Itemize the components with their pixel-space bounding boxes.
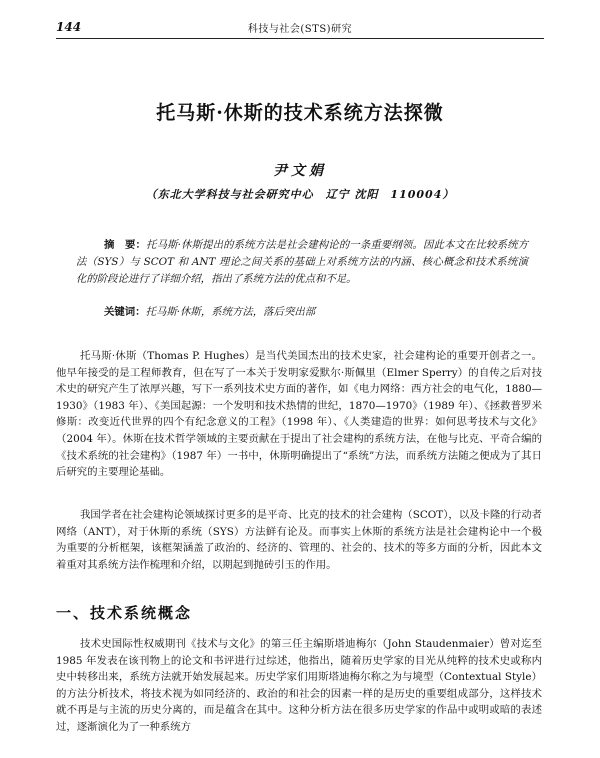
journal-title: 科技与社会(STS)研究 bbox=[247, 24, 353, 35]
body-paragraph-3: 技术史国际性权威期刊《技术与文化》的第三任主编斯塔迪梅尔（John Staudenmaier）曾对迄至 1985 年发表在该刊物上的论文和书评进行过综述，他指出，随着历史学家的目光从纯粹的技术史或称内史中转移出来，系统方法就开始发展起来。历史学家们用斯塔迪梅尔称之为与境型（Contextual Style）的方法分析技术，将技术视为如同经济的、政治的和社会的因素一样的是历史的重要组成部分，这样技术就不再是与主流的历史分离的，而是蕴含在其中。这种分析方法在很多历史学家的作品中或明或暗的表述过，逐渐演化为了一种系统方 bbox=[56, 638, 542, 733]
keywords-text: 托马斯·休斯，系统方法，落后突出部 bbox=[145, 306, 316, 318]
author-name: 尹文娟 bbox=[273, 163, 327, 179]
body-paragraph-2: 我国学者在社会建构论领域探讨更多的是平奇、比克的技术的社会建构（SCOT），以及卡隆的行动者网络（ANT），对于休斯的系统（SYS）方法鲜有论及。而事实上休斯的系统方法是社会建构论中一个极为重要的分析框架，该框架涵盖了政治的、经济的、管理的、社会的、技术的等多方面的分析，因此本文着重对其系统方法作梳理和介绍，以期起到抛砖引玉的作用。 bbox=[56, 509, 542, 571]
page-number: 144 bbox=[56, 20, 82, 34]
body-paragraph-1: 托马斯·休斯（Thomas P. Hughes）是当代美国杰出的技术史家，社会建构论的重要开创者之一。他早年接受的是工程师教育，但在写了一本关于发明家爱默尔·斯佩里（Elmer Sperry）的自传之后对技术史的研究产生了浓厚兴趣，写下一系列技术史方面的著作，如《电力网络：西方社会的电气化，1880—1930》（1983 年）、《美国起源：一个发明和技术热情的世纪，1870—1970》（1989 年）、《拯救普罗米修斯：改变近代世界的四个有纪念意义的工程》（1998 年）、《人类建造的世界：如何思考技术与文化》（2004 年）。休斯在技术哲学领域的主要贡献在于提出了社会建构的系统方法，在他与比克、平奇合编的《技术系统的社会建构》（1987 年）一书中，休斯明确提出了“系统”方法，而系统方法随之便成为了其日后研究的主要理论基础。 bbox=[56, 350, 542, 479]
abstract-text: 托马斯·休斯提出的系统方法是社会建构论的一条重要纲领。因此本文在比较系统方法（SYS）与 SCOT 和 ANT 理论之间关系的基础上对系统方法的内涵、核心概念和技术系统演化的阶段论进行了详细介绍，指出了系统方法的优点和不足。 bbox=[76, 239, 528, 285]
running-header bbox=[56, 18, 544, 39]
keywords bbox=[104, 304, 528, 321]
article-title: 托马斯·休斯的技术系统方法探微 bbox=[156, 102, 444, 124]
abstract-label: 摘 要： bbox=[104, 239, 147, 251]
keywords-label: 关键词： bbox=[104, 306, 146, 318]
author-affiliation: （东北大学科技与社会研究中心 辽宁 沈阳 110004） bbox=[145, 188, 455, 201]
section-heading: 一、技术系统概念 bbox=[56, 604, 193, 622]
abstract bbox=[76, 237, 528, 288]
